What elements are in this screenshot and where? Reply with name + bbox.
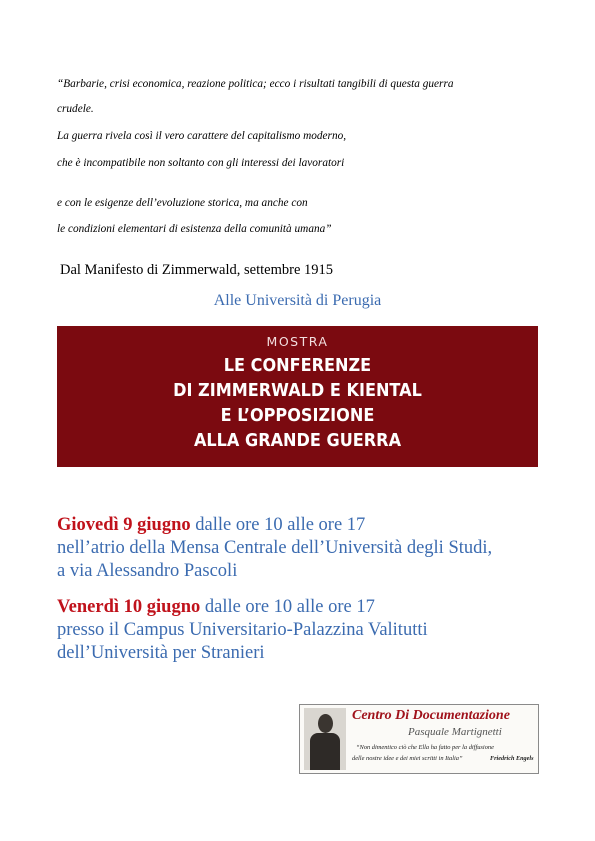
event-location-line: dell’Università per Stranieri	[57, 643, 265, 663]
engels-portrait	[304, 708, 346, 770]
quote-line: La guerra rivela così il vero carattere del capitalismo moderno,	[57, 130, 347, 142]
logo-quote-line: “Non dimentico ciò che Ella ha fatto per la diffusione	[356, 744, 494, 751]
exhibition-banner	[57, 326, 538, 467]
logo-subtitle: Pasquale Martignetti	[408, 726, 502, 738]
logo-quote-author: Friedrich Engels	[490, 755, 534, 762]
event-day: Venerdì 10 giugno	[57, 597, 201, 617]
documentation-center-logo	[299, 704, 539, 774]
quote-line: le condizioni elementari di esistenza della comunità umana”	[57, 223, 332, 235]
logo-quote-line: delle nostre idee e dei miei scritti in Italia”	[352, 755, 463, 762]
event-date-line	[57, 514, 492, 537]
banner-kicker: MOSTRA	[266, 334, 329, 349]
event-date-line	[57, 596, 428, 619]
event-thursday	[57, 514, 492, 583]
event-location-line: nell’atrio della Mensa Centrale dell’Università degli Studi,	[57, 538, 493, 558]
venue-heading: Alle Università di Perugia	[213, 292, 382, 309]
event-day: Giovedì 9 giugno	[57, 515, 191, 535]
event-time: dalle ore 10 alle ore 17	[190, 515, 366, 535]
logo-title: Centro Di Documentazione	[352, 708, 510, 723]
banner-title-line: ALLA GRANDE GUERRA	[193, 431, 402, 451]
banner-title-line: LE CONFERENZE	[223, 356, 372, 376]
event-friday	[57, 596, 428, 665]
banner-title-line: E L’OPPOSIZIONE	[220, 406, 375, 426]
quote-line: che è incompatibile non soltanto con gli interessi dei lavoratori	[57, 157, 345, 169]
event-time: dalle ore 10 alle ore 17	[200, 597, 375, 617]
banner-title-line: DI ZIMMERWALD E KIENTAL	[173, 381, 422, 401]
quote-line: crudele.	[57, 103, 94, 115]
event-location-line: presso il Campus Universitario-Palazzina Valitutti	[57, 620, 428, 640]
quote-line: e con le esigenze dell’evoluzione storica, ma anche con	[57, 197, 308, 209]
quote-line: “Barbarie, crisi economica, reazione politica; ecco i risultati tangibili di questa guerra	[57, 78, 454, 90]
quote-source: Dal Manifesto di Zimmerwald, settembre 1915	[60, 262, 334, 278]
event-location-line: a via Alessandro Pascoli	[57, 561, 238, 581]
